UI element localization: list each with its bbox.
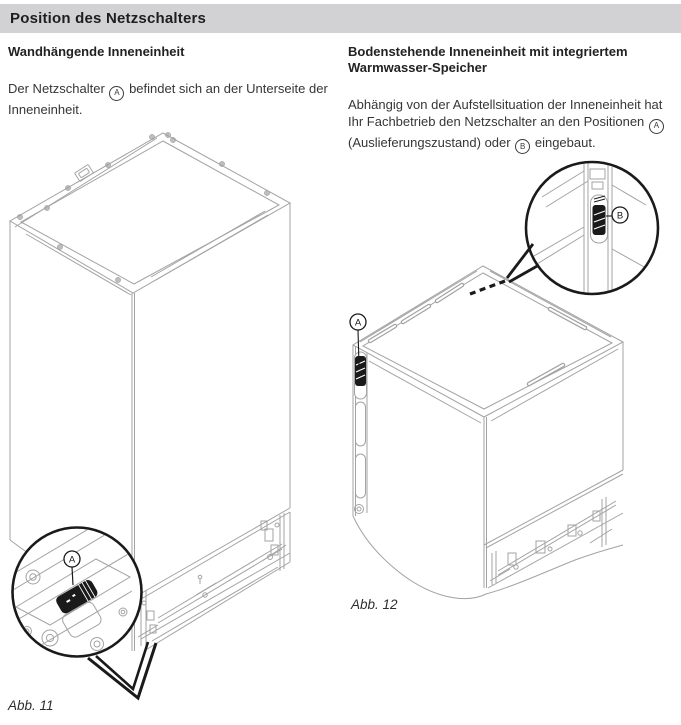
right-paragraph-part1: Abhängig von der Aufstellsituation der Inneneinheit hat Ihr Fachbetrieb den Netzschalter an den Positionen [348, 97, 663, 129]
screw-icons [18, 133, 270, 283]
circled-a-inline-left: A [109, 86, 124, 101]
left-paragraph [8, 80, 330, 118]
figure-abb-12-floor-standing-unit [340, 155, 681, 620]
svg-text:A: A [354, 317, 362, 329]
left-heading: Wandhängende Inneneinheit [8, 44, 185, 59]
right-paragraph [348, 96, 680, 154]
callout-label-a [64, 551, 80, 567]
floor-unit-line-art [353, 266, 623, 599]
section-header-bar [0, 4, 681, 33]
right-paragraph-part3: eingebaut. [534, 134, 596, 150]
right-heading: Bodenstehende Inneneinheit mit integriertem Warmwasser-Speicher [348, 44, 628, 75]
svg-text:A: A [68, 554, 76, 566]
figure-caption-abb-11: Abb. 11 [8, 698, 54, 713]
right-paragraph-part2: (Auslieferungszustand) oder [348, 134, 511, 150]
power-switch-position-a [355, 356, 366, 386]
right-column [348, 44, 680, 154]
figure-abb-11-wall-hung-unit [0, 125, 340, 725]
figure-caption-abb-12: Abb. 12 [351, 597, 398, 612]
figure-label-b [612, 207, 628, 223]
page-title: Position des Netzschalters [10, 10, 207, 27]
left-column [8, 44, 330, 118]
svg-text:B: B [616, 210, 624, 222]
callout-b-pointer-tail [470, 244, 539, 294]
top-clip [75, 164, 94, 181]
left-paragraph-part2: befindet sich an der Unterseite der Inneneinheit. [8, 81, 328, 117]
circled-a-inline-right: A [649, 119, 664, 134]
left-paragraph-part1: Der Netzschalter [8, 81, 105, 96]
circled-b-inline-right: B [515, 139, 530, 154]
figure-label-a [350, 314, 366, 330]
